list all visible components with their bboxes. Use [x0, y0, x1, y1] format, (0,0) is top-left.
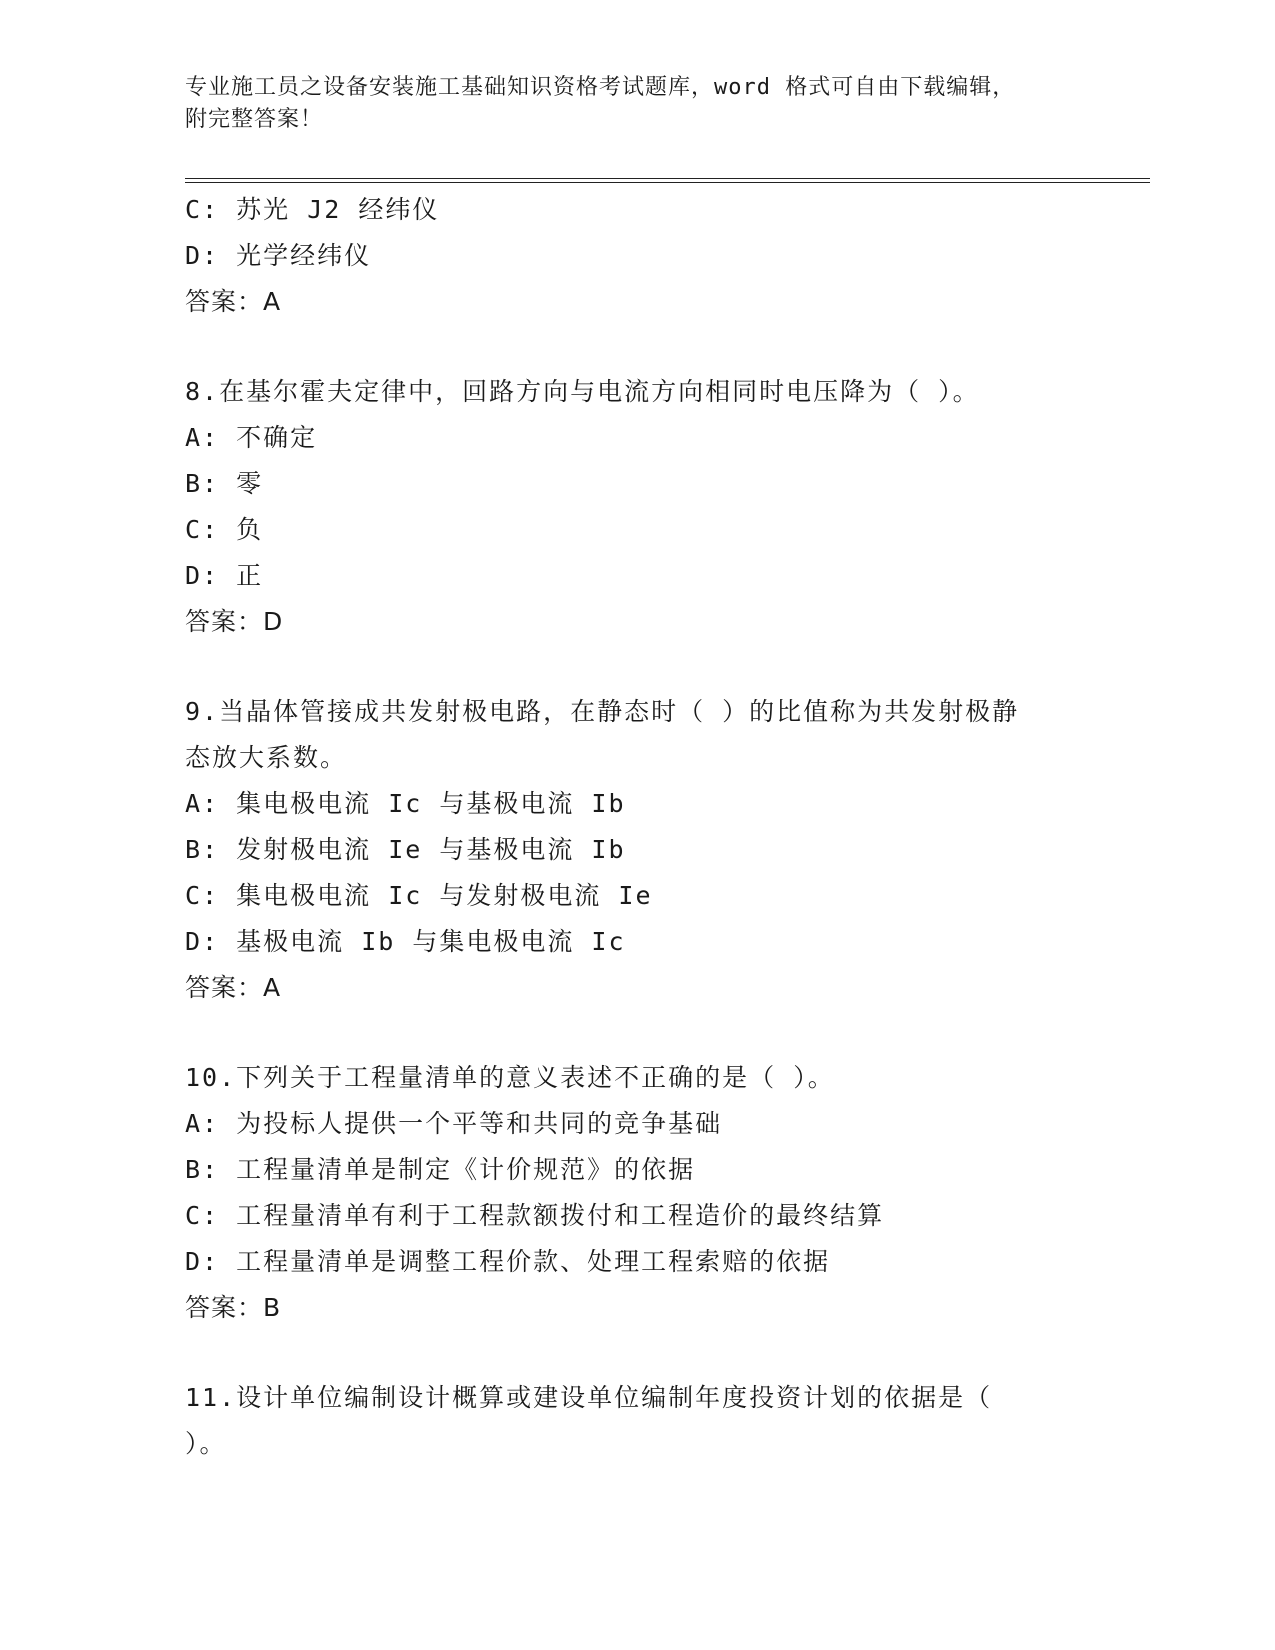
- spacer: [185, 1331, 1085, 1375]
- question-11: [185, 1375, 1085, 1467]
- option-d: D: 正: [185, 561, 264, 590]
- option-b: B: 发射极电流 Ie 与基极电流 Ib: [185, 835, 626, 864]
- option-c: C: 负: [185, 515, 264, 544]
- header-divider-bottom: [185, 182, 1150, 183]
- question-stem: 8.在基尔霍夫定律中，回路方向与电流方向相同时电压降为（ ）。: [185, 377, 980, 406]
- option-a: A: 不确定: [185, 423, 318, 452]
- question-8: [185, 369, 1085, 645]
- header-divider-top: [185, 178, 1150, 179]
- answer: 答案：B: [185, 1293, 282, 1322]
- option-b: B: 工程量清单是制定《计价规范》的依据: [185, 1155, 696, 1184]
- option-d: D: 光学经纬仪: [185, 241, 372, 270]
- option-c: C: 苏光 J2 经纬仪: [185, 195, 440, 224]
- question-continued: [185, 187, 1085, 325]
- option-a: A: 集电极电流 Ic 与基极电流 Ib: [185, 789, 626, 818]
- question-stem-continued: ）。: [185, 1429, 227, 1458]
- question-stem-continued: 态放大系数。: [185, 743, 348, 772]
- question-content: [185, 187, 1085, 1467]
- option-b: B: 零: [185, 469, 264, 498]
- option-d: D: 工程量清单是调整工程价款、处理工程索赔的依据: [185, 1247, 831, 1276]
- question-9: [185, 689, 1085, 1011]
- spacer: [185, 1011, 1085, 1055]
- answer: 答案：A: [185, 973, 282, 1002]
- option-d: D: 基极电流 Ib 与集电极电流 Ic: [185, 927, 626, 956]
- page-header: [185, 72, 1085, 136]
- answer: 答案：D: [185, 607, 284, 636]
- answer: 答案：A: [185, 287, 282, 316]
- spacer: [185, 325, 1085, 369]
- option-c: C: 工程量清单有利于工程款额拨付和工程造价的最终结算: [185, 1201, 885, 1230]
- spacer: [185, 645, 1085, 689]
- question-stem: 9.当晶体管接成共发射极电路，在静态时（ ）的比值称为共发射极静: [185, 697, 1020, 726]
- question-10: [185, 1055, 1085, 1331]
- question-stem: 11.设计单位编制设计概算或建设单位编制年度投资计划的依据是（: [185, 1383, 993, 1412]
- question-stem: 10.下列关于工程量清单的意义表述不正确的是（ ）。: [185, 1063, 835, 1092]
- option-a: A: 为投标人提供一个平等和共同的竞争基础: [185, 1109, 723, 1138]
- header-line-2: 附完整答案！: [185, 107, 324, 132]
- header-line-1: 专业施工员之设备安装施工基础知识资格考试题库，word 格式可自由下载编辑，: [185, 75, 1016, 100]
- option-c: C: 集电极电流 Ic 与发射极电流 Ie: [185, 881, 653, 910]
